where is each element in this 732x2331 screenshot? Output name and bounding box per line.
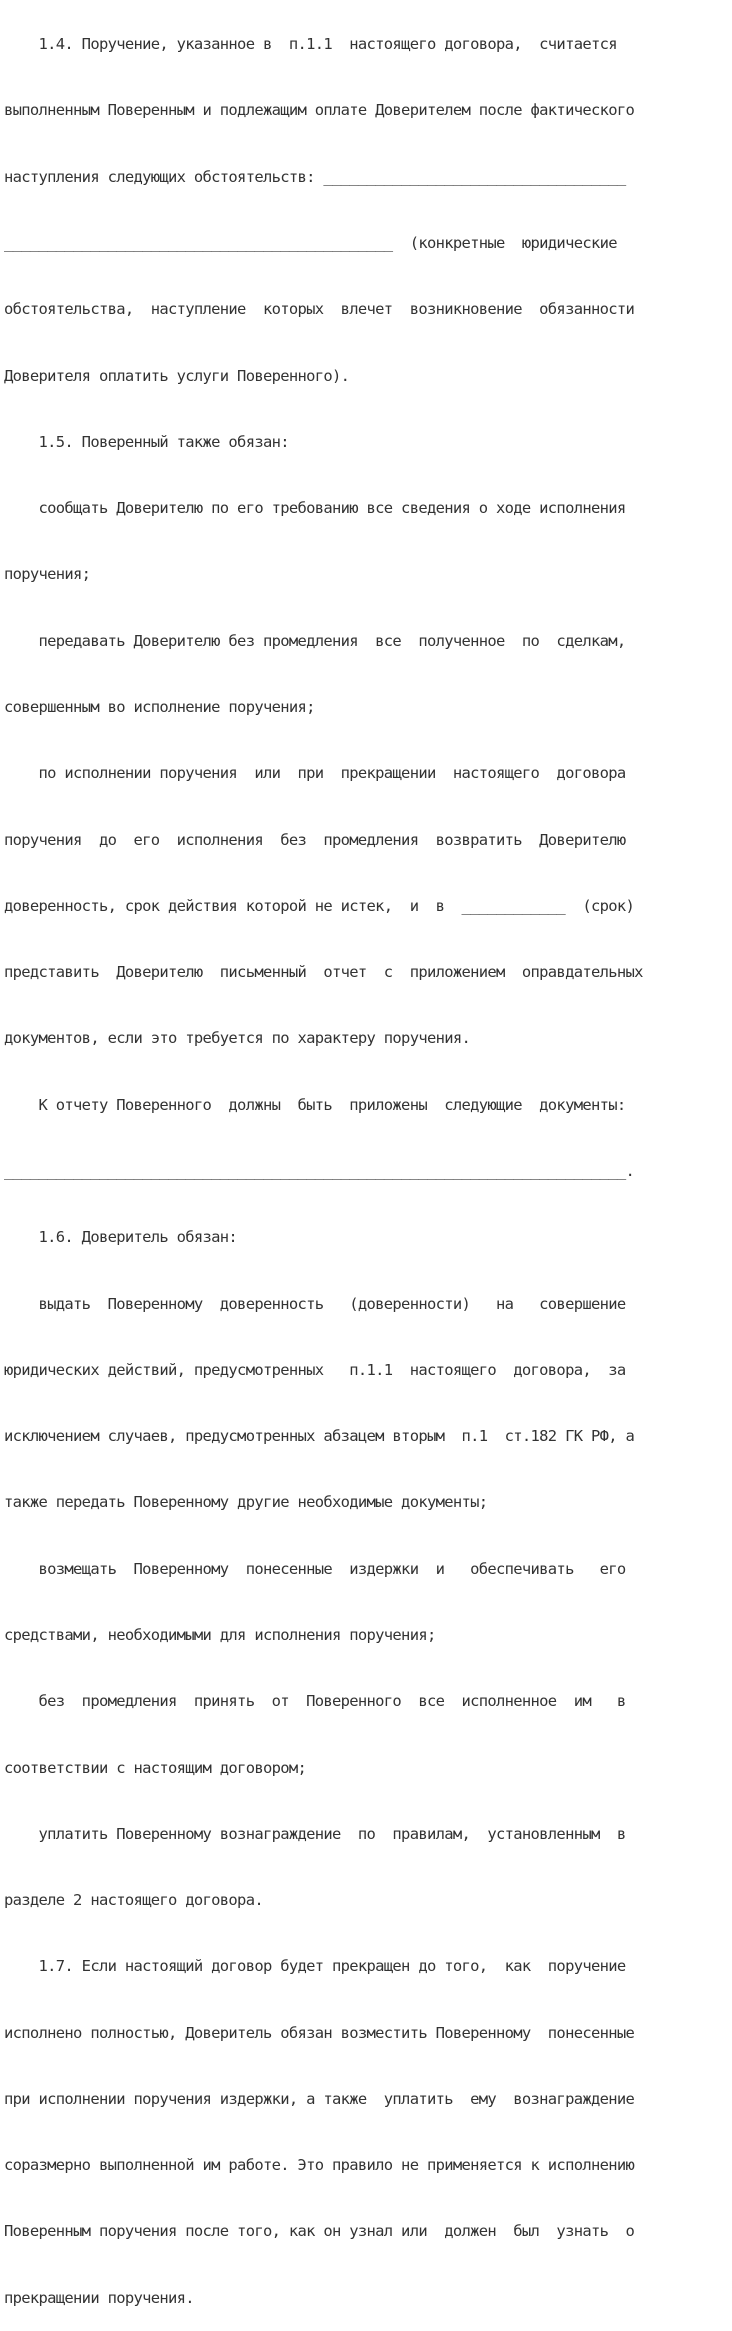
text-line: разделе 2 настоящего договора. — [4, 1891, 263, 1910]
text-line: Поверенным поручения после того, как он узнал или должен был узнать о — [4, 2222, 635, 2241]
text-line: юридических действий, предусмотренных п.1.1 настоящего договора, за — [4, 1360, 626, 1379]
text-line: выполненным Поверенным и подлежащим оплате Доверителем после фактического — [4, 101, 635, 120]
text-line: наступления следующих обстоятельств: ___________________________________ — [4, 167, 626, 186]
text-line: выдать Поверенному доверенность (доверенности) на совершение — [4, 1294, 626, 1313]
text-line: соразмерно выполненной им работе. Это правило не применяется к исполнению — [4, 2156, 635, 2175]
section-heading: 1.5. Поверенный также обязан: — [4, 432, 289, 451]
text-line: без промедления принять от Поверенного все исполненное им в — [4, 1692, 626, 1711]
text-line: по исполнении поручения или при прекращении настоящего договора — [4, 764, 626, 783]
text-line: документов, если это требуется по характеру поручения. — [4, 1029, 471, 1048]
text-line: поручения до его исполнения без промедления возвратить Доверителю — [4, 830, 626, 849]
text-line: соответствии с настоящим договором; — [4, 1758, 307, 1777]
text-line: Доверителя оплатить услуги Поверенного). — [4, 366, 350, 385]
text-line: исключением случаев, предусмотренных абзацем вторым п.1 ст.182 ГК РФ, а — [4, 1427, 635, 1446]
text-line: 1.4. Поручение, указанное в п.1.1 настоящего договора, считается — [4, 35, 617, 54]
text-line: совершенным во исполнение поручения; — [4, 698, 315, 716]
blank-field-line: ________________________________________________________________________. — [4, 1161, 635, 1180]
text-line: _____________________________________________ (конкретные юридические — [4, 234, 617, 253]
text-line: передавать Доверителю без промедления все полученное по сделкам, — [4, 631, 626, 650]
text-line: прекращении поручения. — [4, 2288, 194, 2307]
text-line: 1.7. Если настоящий договор будет прекращен до того, как поручение — [4, 1957, 626, 1976]
text-line: также передать Поверенному другие необходимые документы; — [4, 1493, 488, 1512]
section-heading: 1.6. Доверитель обязан: — [4, 1228, 238, 1247]
text-line: К отчету Поверенного должны быть приложены следующие документы: — [4, 1095, 626, 1114]
text-line: обстоятельства, наступление которых влечет возникновение обязанности — [4, 300, 635, 319]
text-line: исполнено полностью, Доверитель обязан возместить Поверенному понесенные — [4, 2023, 635, 2042]
text-line: средствами, необходимыми для исполнения поручения; — [4, 1625, 436, 1644]
text-line: доверенность, срок действия которой не истек, и в ____________ (срок) — [4, 896, 635, 915]
text-line: представить Доверителю письменный отчет с приложением оправдательных — [4, 963, 643, 982]
text-line: поручения; — [4, 565, 91, 584]
text-line: сообщать Доверителю по его требованию все сведения о ходе исполнения — [4, 499, 626, 518]
text-line: при исполнении поручения издержки, а также уплатить ему вознаграждение — [4, 2089, 635, 2108]
text-line: уплатить Поверенному вознаграждение по правилам, установленным в — [4, 1824, 626, 1843]
text-line: возмещать Поверенному понесенные издержки и обеспечивать его — [4, 1559, 626, 1578]
